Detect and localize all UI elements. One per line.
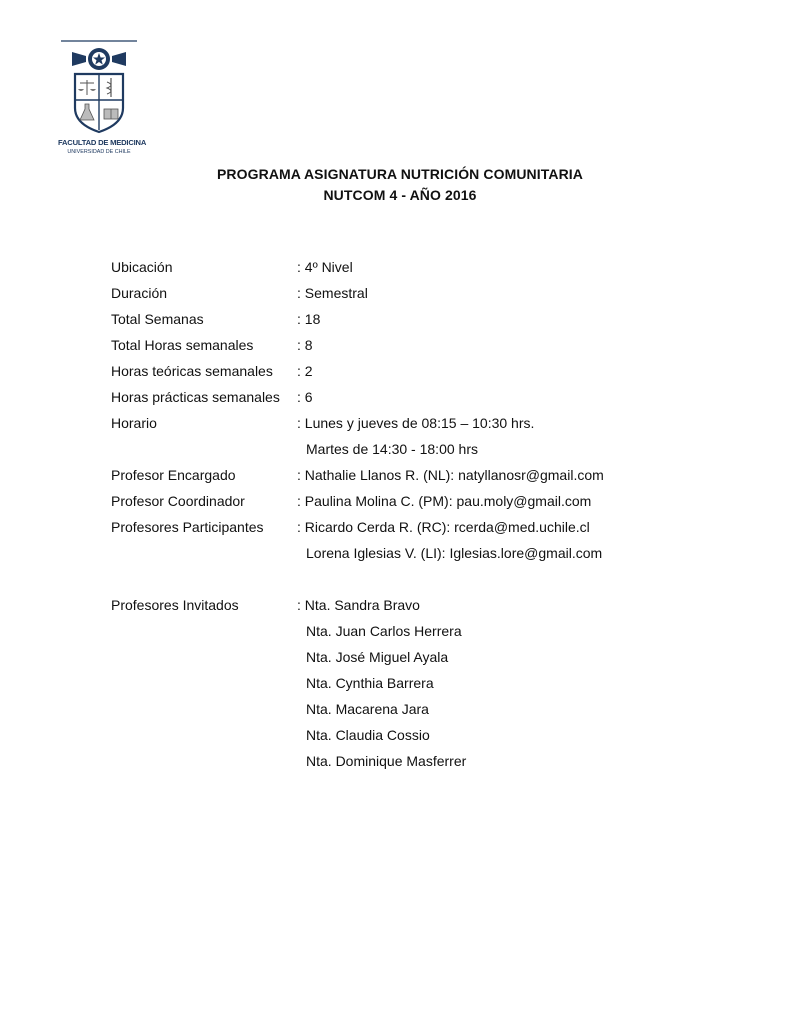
field-label-total-semanas: Total Semanas [111, 311, 204, 327]
field-value-duracion: : Semestral [297, 285, 368, 301]
field-label-horas-practicas: Horas prácticas semanales [111, 389, 280, 405]
list-item: Nta. Claudia Cossio [306, 727, 430, 743]
list-item: Nta. José Miguel Ayala [306, 649, 449, 665]
list-item: Nta. Macarena Jara [306, 701, 429, 717]
field-label-profesores-invitados: Profesores Invitados [111, 597, 239, 613]
field-value-profesor-coordinador: : Paulina Molina C. (PM): pau.moly@gmail.com [297, 493, 592, 509]
field-value-horario: : Lunes y jueves de 08:15 – 10:30 hrs. [297, 415, 535, 431]
field-value-profesor-encargado: : Nathalie Llanos R. (NL): natyllanosr@gmail.com [297, 467, 604, 483]
field-label-horario: Horario [111, 415, 157, 431]
field-label-horas-teoricas: Horas teóricas semanales [111, 363, 273, 379]
field-value-profesores-participantes: : Ricardo Cerda R. (RC): rcerda@med.uchile.cl [297, 519, 590, 535]
document-subtitle: NUTCOM 4 - AÑO 2016 [323, 187, 477, 203]
document-title: PROGRAMA ASIGNATURA NUTRICIÓN COMUNITARIA [216, 166, 583, 182]
university-crest-icon [58, 38, 140, 138]
field-value-horario-line2: Martes de 14:30 - 18:00 hrs [306, 441, 478, 457]
field-label-profesor-encargado: Profesor Encargado [111, 467, 236, 483]
field-value-ubicacion: : 4º Nivel [297, 259, 353, 275]
field-value-profesores-participantes-line2: Lorena Iglesias V. (LI): Iglesias.lore@gmail.com [306, 545, 603, 561]
list-item: Nta. Cynthia Barrera [306, 675, 434, 691]
list-item: : Nta. Sandra Bravo [297, 597, 420, 613]
field-value-horas-teoricas: : 2 [297, 363, 313, 379]
logo-faculty-name: FACULTAD DE MEDICINA [58, 138, 147, 147]
field-value-total-semanas: : 18 [297, 311, 321, 327]
field-value-total-horas: : 8 [297, 337, 313, 353]
list-item: Nta. Dominique Masferrer [306, 753, 467, 769]
logo-university-name: UNIVERSIDAD DE CHILE [67, 149, 131, 155]
faculty-logo [58, 38, 147, 164]
list-item: Nta. Juan Carlos Herrera [306, 623, 462, 639]
field-label-profesor-coordinador: Profesor Coordinador [111, 493, 245, 509]
field-label-total-horas: Total Horas semanales [111, 337, 254, 353]
field-label-profesores-participantes: Profesores Participantes [111, 519, 264, 535]
field-label-duracion: Duración [111, 285, 168, 301]
field-label-ubicacion: Ubicación [111, 259, 173, 275]
field-value-horas-practicas: : 6 [297, 389, 313, 405]
